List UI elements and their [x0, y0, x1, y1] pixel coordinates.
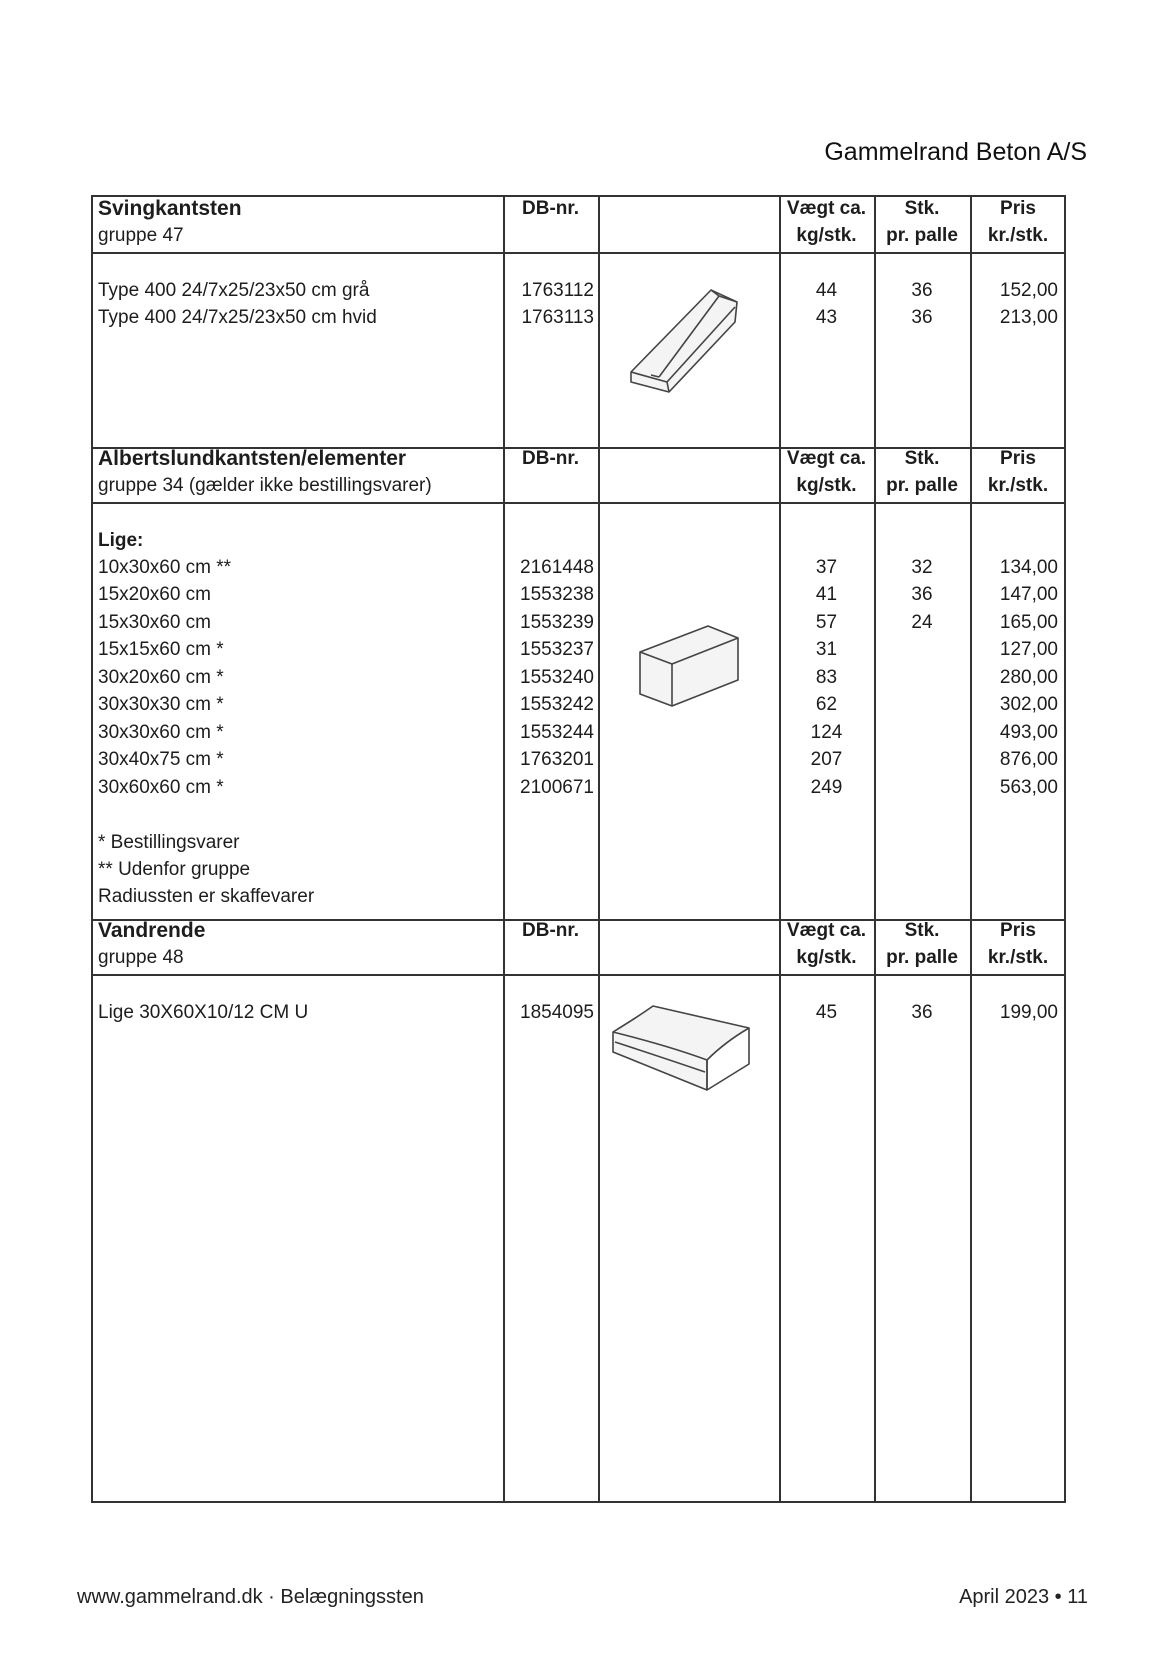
weight: 62	[815, 694, 838, 715]
section-title: Svingkantsten	[98, 197, 242, 220]
weight: 41	[815, 584, 838, 605]
weight: 43	[815, 307, 838, 328]
db-number: 2161448	[520, 557, 594, 578]
db-number: 1854095	[520, 1002, 594, 1023]
db-number: 1763113	[521, 307, 594, 328]
weight: 45	[815, 1002, 838, 1023]
product-name: 15x20x60 cm	[98, 584, 212, 605]
weight: 207	[810, 749, 843, 770]
company-name: Gammelrand Beton A/S	[824, 138, 1087, 166]
price: 152,00	[999, 280, 1058, 301]
col-stk-header: Stk.	[904, 448, 940, 469]
col-stk-header: Stk.	[904, 198, 940, 219]
product-name: 30x60x60 cm *	[98, 777, 224, 798]
col-price-header: Pris	[1000, 448, 1036, 469]
col-weight-header: Vægt ca.	[786, 920, 867, 941]
product-name: 30x40x75 cm *	[98, 749, 224, 770]
weight: 124	[810, 722, 843, 743]
price: 563,00	[999, 777, 1058, 798]
price: 127,00	[999, 639, 1058, 660]
price: 493,00	[999, 722, 1058, 743]
col-price-unit: kr./stk.	[987, 475, 1049, 496]
section-title: Vandrende	[98, 919, 206, 942]
price: 134,00	[999, 557, 1058, 578]
weight: 44	[815, 280, 838, 301]
column-divider	[874, 197, 876, 1501]
footer-date-page: April 2023 • 11	[959, 1586, 1088, 1608]
weight: 249	[810, 777, 843, 798]
product-name: Type 400 24/7x25/23x50 cm grå	[98, 280, 370, 301]
weight: 57	[815, 612, 838, 633]
product-name: 30x20x60 cm *	[98, 667, 224, 688]
column-divider	[970, 197, 972, 1501]
column-divider	[779, 197, 781, 1501]
product-name: 30x30x60 cm *	[98, 722, 224, 743]
db-number: 1553244	[520, 722, 594, 743]
weight: 37	[815, 557, 838, 578]
header-divider	[93, 252, 1064, 254]
db-number: 1553240	[520, 667, 594, 688]
col-weight-unit: kg/stk.	[796, 947, 857, 968]
section-title: Albertslundkantsten/elementer	[98, 447, 407, 470]
product-name: 30x30x30 cm *	[98, 694, 224, 715]
col-stk-unit: pr. palle	[886, 475, 958, 496]
col-stk-unit: pr. palle	[886, 225, 958, 246]
db-number: 1553242	[520, 694, 594, 715]
section-subtitle: gruppe 34 (gælder ikke bestillingsvarer)	[98, 475, 432, 496]
product-name: Type 400 24/7x25/23x50 cm hvid	[98, 307, 377, 328]
header-divider	[93, 502, 1064, 504]
col-dbnr-header: DB-nr.	[522, 448, 579, 469]
product-name: Lige 30X60X10/12 CM U	[98, 1002, 309, 1023]
note: * Bestillingsvarer	[98, 832, 240, 853]
db-number: 1553237	[520, 639, 594, 660]
subheading-lige: Lige:	[98, 530, 144, 551]
footer-website: www.gammelrand.dk · Belægningssten	[77, 1586, 424, 1608]
col-price-unit: kr./stk.	[987, 947, 1049, 968]
pieces-per-pallet: 36	[911, 307, 933, 328]
col-price-header: Pris	[1000, 920, 1036, 941]
gutter-stone-illustration	[609, 1002, 754, 1097]
db-number: 2100671	[520, 777, 594, 798]
section-subtitle: gruppe 47	[98, 225, 184, 246]
col-stk-header: Stk.	[904, 920, 940, 941]
pieces-per-pallet: 36	[911, 280, 933, 301]
price: 165,00	[999, 612, 1058, 633]
col-weight-header: Vægt ca.	[786, 448, 867, 469]
db-number: 1553239	[520, 612, 594, 633]
weight: 83	[815, 667, 838, 688]
price: 302,00	[999, 694, 1058, 715]
product-name: 10x30x60 cm **	[98, 557, 232, 578]
col-dbnr-header: DB-nr.	[522, 198, 579, 219]
product-name: 15x30x60 cm	[98, 612, 212, 633]
price: 213,00	[999, 307, 1058, 328]
price: 876,00	[999, 749, 1058, 770]
col-weight-unit: kg/stk.	[796, 475, 857, 496]
column-divider	[503, 197, 505, 1501]
pieces-per-pallet: 32	[911, 557, 933, 578]
weight: 31	[815, 639, 838, 660]
db-number: 1763201	[520, 749, 594, 770]
col-weight-header: Vægt ca.	[786, 198, 867, 219]
pieces-per-pallet: 36	[911, 1002, 933, 1023]
section-subtitle: gruppe 48	[98, 947, 184, 968]
price: 280,00	[999, 667, 1058, 688]
column-divider	[598, 197, 600, 1501]
block-stone-illustration	[636, 622, 746, 712]
col-price-header: Pris	[1000, 198, 1036, 219]
db-number: 1763112	[521, 280, 594, 301]
header-divider	[93, 974, 1064, 976]
pieces-per-pallet: 24	[911, 612, 933, 633]
col-dbnr-header: DB-nr.	[522, 920, 579, 941]
pieces-per-pallet: 36	[911, 584, 933, 605]
note: ** Udenfor gruppe	[98, 859, 251, 880]
product-name: 15x15x60 cm *	[98, 639, 224, 660]
col-weight-unit: kg/stk.	[796, 225, 857, 246]
price: 199,00	[999, 1002, 1058, 1023]
curb-stone-illustration	[623, 282, 748, 397]
col-stk-unit: pr. palle	[886, 947, 958, 968]
note: Radiussten er skaffevarer	[98, 886, 315, 907]
col-price-unit: kr./stk.	[987, 225, 1049, 246]
price: 147,00	[999, 584, 1058, 605]
price-table	[91, 195, 1066, 1503]
db-number: 1553238	[520, 584, 594, 605]
